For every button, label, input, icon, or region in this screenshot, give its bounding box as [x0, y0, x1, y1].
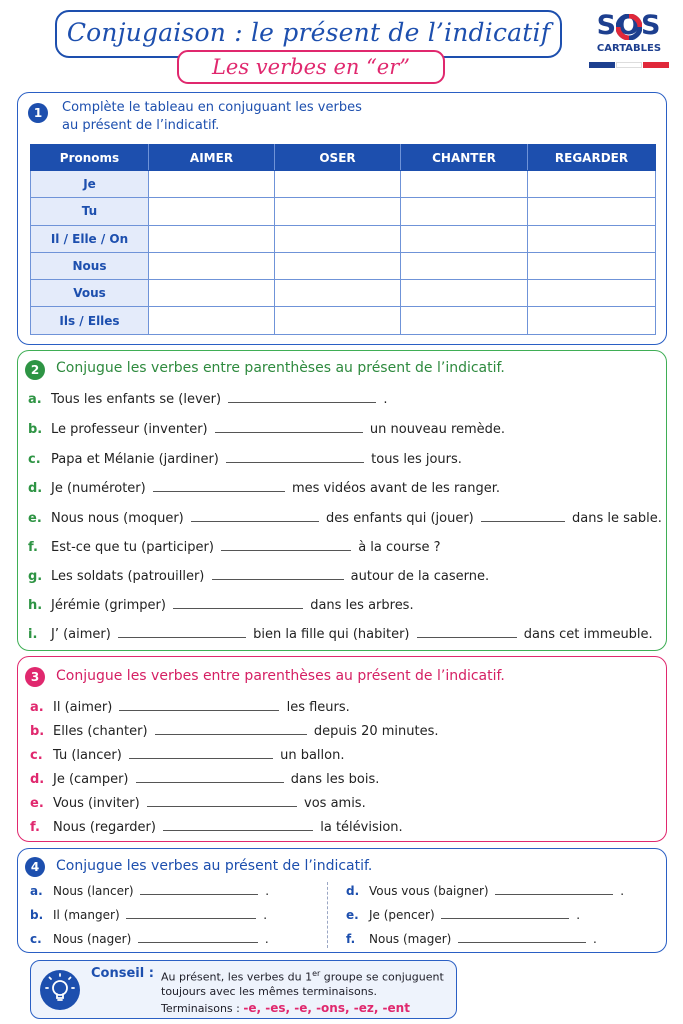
table-row: [31, 198, 656, 225]
item-letter: f.: [30, 820, 40, 835]
answer-cell[interactable]: [275, 280, 401, 307]
pronoun-cell: Tu: [31, 198, 149, 225]
item-text: autour de la caserne.: [350, 569, 490, 584]
logo-sos-text: SOS: [596, 10, 662, 41]
exercise-line: [30, 747, 344, 763]
exercise-line: [346, 931, 597, 946]
exercise-line: [30, 883, 269, 898]
item-text: Nous (regarder): [53, 820, 156, 835]
pronoun-cell: Il / Elle / On: [31, 225, 149, 252]
item-text: .: [593, 932, 597, 946]
answer-cell[interactable]: [401, 171, 528, 198]
answer-blank[interactable]: [153, 480, 285, 492]
exercise-1-instruction: [62, 99, 422, 135]
header-pronoms: Pronoms: [31, 145, 149, 171]
exercise-line: [28, 451, 462, 467]
item-letter: c.: [30, 932, 42, 946]
item-text: .: [576, 908, 581, 922]
answer-blank[interactable]: [417, 626, 517, 638]
item-text: Est-ce que tu (participer): [51, 540, 214, 555]
header-aimer: AIMER: [149, 145, 275, 171]
answer-blank[interactable]: [495, 883, 613, 895]
item-text: Tu (lancer): [53, 748, 122, 763]
item-text: à la course ?: [358, 540, 441, 555]
item-text: Jérémie (grimper): [51, 598, 166, 613]
answer-blank[interactable]: [147, 795, 297, 807]
answer-blank[interactable]: [221, 539, 351, 551]
item-text: Le professeur (inventer): [51, 422, 208, 437]
exercise-number-3: 3: [25, 667, 45, 687]
exercise-2-instruction: Conjugue les verbes entre parenthèses au présent de l’indicatif.: [56, 360, 505, 376]
exercise-3: [17, 656, 667, 842]
tip-label: Conseil :: [91, 966, 154, 981]
item-text: .: [620, 884, 625, 898]
header-oser: OSER: [275, 145, 401, 171]
item-letter: i.: [28, 627, 38, 642]
page-title: Conjugaison : le présent de l’indicatif: [66, 18, 551, 47]
tip-text: [161, 967, 451, 999]
item-text: tous les jours.: [371, 452, 462, 467]
item-text: Je (numéroter): [51, 481, 146, 496]
column-divider: [327, 882, 328, 948]
exercise-4-instruction: Conjugue les verbes au présent de l’indicatif.: [56, 858, 373, 874]
answer-cell[interactable]: [149, 171, 275, 198]
item-text: Nous nous (moquer): [51, 511, 184, 526]
item-text: Vous vous (baigner): [369, 884, 489, 898]
item-text: Les soldats (patrouiller): [51, 569, 205, 584]
item-text: Nous (nager): [53, 932, 132, 946]
item-text: Il (manger): [53, 908, 120, 922]
item-text: Elles (chanter): [53, 724, 148, 739]
item-text: un ballon.: [280, 748, 345, 763]
item-letter: g.: [28, 569, 43, 584]
answer-blank[interactable]: [129, 747, 273, 759]
answer-blank[interactable]: [215, 421, 363, 433]
item-text: Je (camper): [53, 772, 129, 787]
item-letter: e.: [28, 511, 42, 526]
item-text: Papa et Mélanie (jardiner): [51, 452, 219, 467]
item-letter: a.: [30, 884, 43, 898]
item-letter: b.: [30, 908, 44, 922]
item-letter: h.: [28, 598, 43, 613]
answer-blank[interactable]: [140, 883, 258, 895]
item-letter: f.: [28, 540, 38, 555]
answer-cell[interactable]: [275, 252, 401, 279]
item-text: les fleurs.: [286, 700, 350, 715]
item-text: Nous (lancer): [53, 884, 134, 898]
table-row: [31, 252, 656, 279]
pronoun-cell: Nous: [31, 252, 149, 279]
item-text: Vous (inviter): [53, 796, 140, 811]
endings-list: -e, -es, -e, -ons, -ez, -ent: [243, 1001, 410, 1015]
exercise-4: [17, 848, 667, 953]
pronoun-cell: Vous: [31, 280, 149, 307]
item-text: .: [264, 932, 269, 946]
exercise-line: [346, 907, 580, 922]
logo-stripe-red: [643, 62, 669, 68]
item-text: dans cet immeuble.: [523, 627, 653, 642]
answer-blank[interactable]: [136, 771, 284, 783]
item-text: Tous les enfants se (lever): [51, 392, 222, 407]
answer-cell[interactable]: [528, 171, 656, 198]
answer-blank[interactable]: [173, 597, 303, 609]
item-letter: d.: [346, 884, 360, 898]
answer-cell[interactable]: [528, 307, 656, 334]
exercise-number-4: 4: [25, 857, 45, 877]
item-letter: f.: [346, 932, 356, 946]
item-text: .: [263, 908, 268, 922]
exercise-line: [30, 907, 267, 922]
item-letter: e.: [30, 796, 44, 811]
exercise-line: [28, 626, 653, 642]
answer-cell[interactable]: [275, 171, 401, 198]
answer-blank[interactable]: [212, 568, 344, 580]
item-letter: a.: [30, 700, 44, 715]
logo-cartables-text: CARTABLES: [596, 43, 662, 54]
item-text: vos amis.: [304, 796, 366, 811]
exercise-line: [28, 421, 505, 437]
exercise-line: [346, 883, 624, 898]
item-text: depuis 20 minutes.: [313, 724, 439, 739]
tip-text-superscript: er: [312, 969, 321, 978]
answer-blank[interactable]: [441, 907, 569, 919]
answer-cell[interactable]: [401, 225, 528, 252]
table-row: [31, 225, 656, 252]
table-row: [31, 171, 656, 198]
header-chanter: CHANTER: [401, 145, 528, 171]
exercise-line: [28, 391, 387, 407]
answer-blank[interactable]: [138, 931, 258, 943]
item-text: un nouveau remède.: [369, 422, 506, 437]
item-letter: e.: [346, 908, 359, 922]
item-letter: c.: [28, 452, 41, 467]
exercise-1: [17, 92, 667, 345]
answer-blank[interactable]: [163, 819, 313, 831]
answer-cell[interactable]: [275, 198, 401, 225]
answer-blank[interactable]: [226, 451, 364, 463]
answer-blank[interactable]: [228, 391, 376, 403]
item-text: la télévision.: [320, 820, 403, 835]
item-letter: b.: [30, 724, 45, 739]
item-text: dans le sable.: [572, 511, 662, 526]
tip-endings: [161, 1001, 410, 1015]
answer-cell[interactable]: [275, 225, 401, 252]
exercise-3-instruction: Conjugue les verbes entre parenthèses au présent de l’indicatif.: [56, 668, 505, 684]
exercise-line: [28, 480, 500, 496]
exercise-number-2: 2: [25, 360, 45, 380]
header-regarder: REGARDER: [528, 145, 656, 171]
pronoun-cell: Je: [31, 171, 149, 198]
answer-blank[interactable]: [126, 907, 256, 919]
item-text: des enfants qui (jouer): [326, 511, 474, 526]
answer-cell[interactable]: [149, 280, 275, 307]
sos-cartables-logo: [588, 10, 670, 72]
item-text: mes vidéos avant de les ranger.: [291, 481, 501, 496]
answer-cell[interactable]: [149, 225, 275, 252]
answer-cell[interactable]: [149, 198, 275, 225]
answer-cell[interactable]: [528, 225, 656, 252]
instruction-line-1: Complète le tableau en conjuguant les verbes: [62, 100, 362, 115]
answer-cell[interactable]: [528, 252, 656, 279]
answer-blank[interactable]: [118, 626, 246, 638]
answer-cell[interactable]: [528, 280, 656, 307]
tip-text-start: Au présent, les verbes du 1: [161, 970, 313, 984]
answer-blank[interactable]: [119, 699, 279, 711]
instruction-line-2: au présent de l’indicatif.: [62, 118, 220, 133]
exercise-line: [28, 568, 489, 584]
exercise-line: [30, 771, 379, 787]
page-subtitle: Les verbes en “er”: [211, 55, 411, 79]
answer-cell[interactable]: [275, 307, 401, 334]
answer-cell[interactable]: [149, 252, 275, 279]
answer-cell[interactable]: [401, 198, 528, 225]
exercise-line: [30, 819, 403, 835]
answer-blank[interactable]: [458, 931, 586, 943]
pronoun-cell: Ils / Elles: [31, 307, 149, 334]
answer-blank[interactable]: [481, 510, 565, 522]
item-letter: b.: [28, 422, 43, 437]
exercise-line: [30, 931, 269, 946]
item-text: Je (pencer): [369, 908, 435, 922]
table-row: [31, 280, 656, 307]
lightbulb-icon: [40, 970, 80, 1010]
item-letter: c.: [30, 748, 43, 763]
exercise-line: [28, 510, 662, 526]
conjugation-table: [30, 144, 656, 335]
logo-stripe-white: [616, 62, 642, 68]
item-text: J’ (aimer): [51, 627, 111, 642]
answer-cell[interactable]: [401, 252, 528, 279]
table-header-row: [31, 145, 656, 171]
exercise-line: [30, 699, 350, 715]
exercise-number-1: 1: [28, 103, 48, 123]
exercise-line: [28, 539, 441, 555]
tip-box: [30, 960, 457, 1019]
exercise-2: [17, 350, 667, 651]
item-letter: d.: [28, 481, 43, 496]
item-text: .: [383, 392, 388, 407]
exercise-line: [28, 597, 414, 613]
answer-cell[interactable]: [528, 198, 656, 225]
answer-cell[interactable]: [401, 307, 528, 334]
answer-cell[interactable]: [401, 280, 528, 307]
item-text: Nous (mager): [369, 932, 452, 946]
subtitle-box: [177, 50, 445, 84]
logo-stripe-blue: [589, 62, 615, 68]
item-text: bien la fille qui (habiter): [253, 627, 410, 642]
item-letter: a.: [28, 392, 42, 407]
table-row: [31, 307, 656, 334]
item-text: dans les arbres.: [310, 598, 414, 613]
lifebuoy-icon: [616, 14, 642, 40]
item-letter: d.: [30, 772, 45, 787]
exercise-line: [30, 795, 366, 811]
answer-blank[interactable]: [191, 510, 319, 522]
item-text: dans les bois.: [290, 772, 380, 787]
answer-blank[interactable]: [155, 723, 307, 735]
item-text: .: [265, 884, 270, 898]
exercise-line: [30, 723, 439, 739]
item-text: Il (aimer): [53, 700, 113, 715]
answer-cell[interactable]: [149, 307, 275, 334]
tip-text-end: groupe se conjuguent toujours avec les mêmes terminaisons.: [161, 970, 444, 998]
endings-label: Terminaisons :: [161, 1002, 240, 1015]
